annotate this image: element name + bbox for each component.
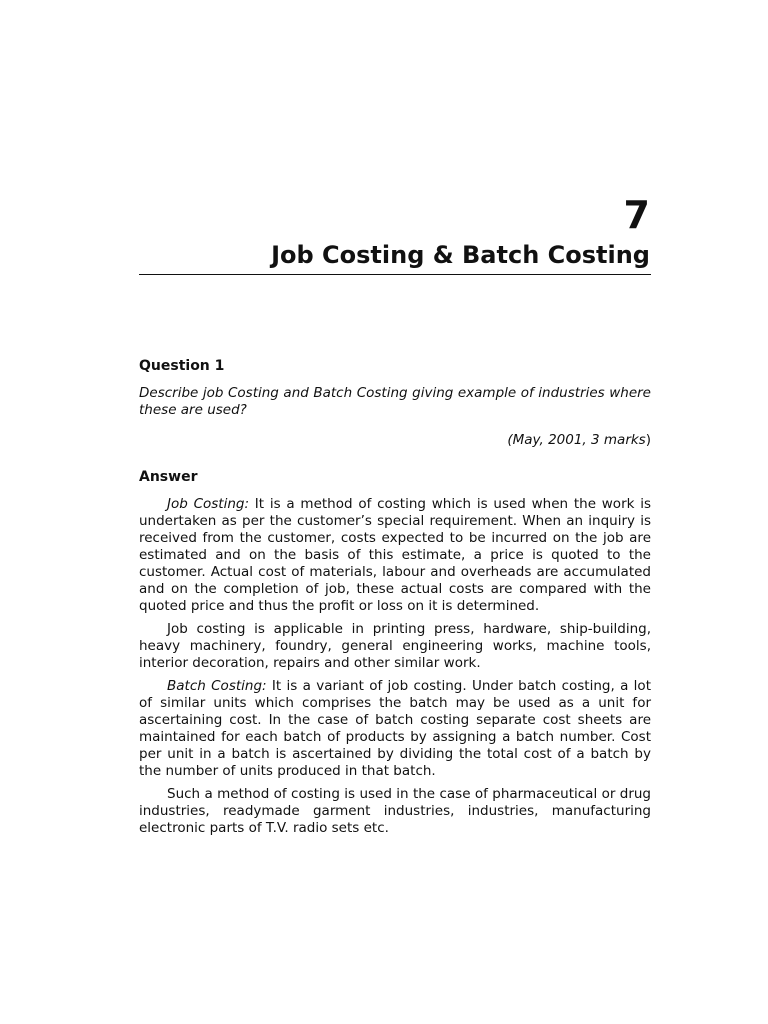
- question-heading: Question 1: [139, 358, 225, 374]
- chapter-title: Job Costing & Batch Costing: [271, 241, 650, 269]
- paragraph-text: It is a method of costing which is used when the work is undertaken as per the customer’s special requirement. When an inquiry is received from the customer, costs expected to be incurred on the job are estimated and on the basis of this estimate, a price is quoted to the customer. Actual cost of materials, labour and overheads are accumulated and on the completion of job, these actual costs are compared with the quoted price and thus the profit or loss on it is determined.: [139, 496, 651, 614]
- paragraph-text: Job costing is applicable in printing press, hardware, ship-building, heavy machinery, foundry, general engineering works, machine tools, interior decoration, repairs and other similar work.: [139, 621, 651, 671]
- paragraph-text: Such a method of costing is used in the case of pharmaceutical or drug industries, readymade garment industries, industries, manufacturing electronic parts of T.V. radio sets etc.: [139, 786, 651, 836]
- answer-paragraph-batch-costing: [139, 678, 651, 780]
- question-text: Describe job Costing and Batch Costing giving example of industries where these are used?: [139, 385, 651, 418]
- question-marks: [139, 432, 651, 449]
- marks-close: ): [645, 432, 651, 448]
- marks-text: (May, 2001, 3 marks: [507, 432, 646, 448]
- title-divider: [139, 274, 651, 275]
- chapter-number: 7: [623, 193, 650, 237]
- term-job-costing: Job Costing:: [167, 496, 250, 512]
- answer-paragraph-batch-applications: [139, 786, 651, 837]
- paragraph-text: It is a variant of job costing. Under batch costing, a lot of similar units which comprises the batch may be used as a unit for ascertaining cost. In the case of batch costing separate cost sheets are maintained for each batch of products by assigning a batch number. Cost per unit in a batch is ascertained by dividing the total cost of a batch by the number of units produced in that batch.: [139, 678, 651, 779]
- answer-heading: Answer: [139, 469, 198, 485]
- answer-paragraph-job-costing: [139, 496, 651, 615]
- term-batch-costing: Batch Costing:: [167, 678, 267, 694]
- page-body: [139, 358, 651, 843]
- answer-paragraph-job-applications: [139, 621, 651, 672]
